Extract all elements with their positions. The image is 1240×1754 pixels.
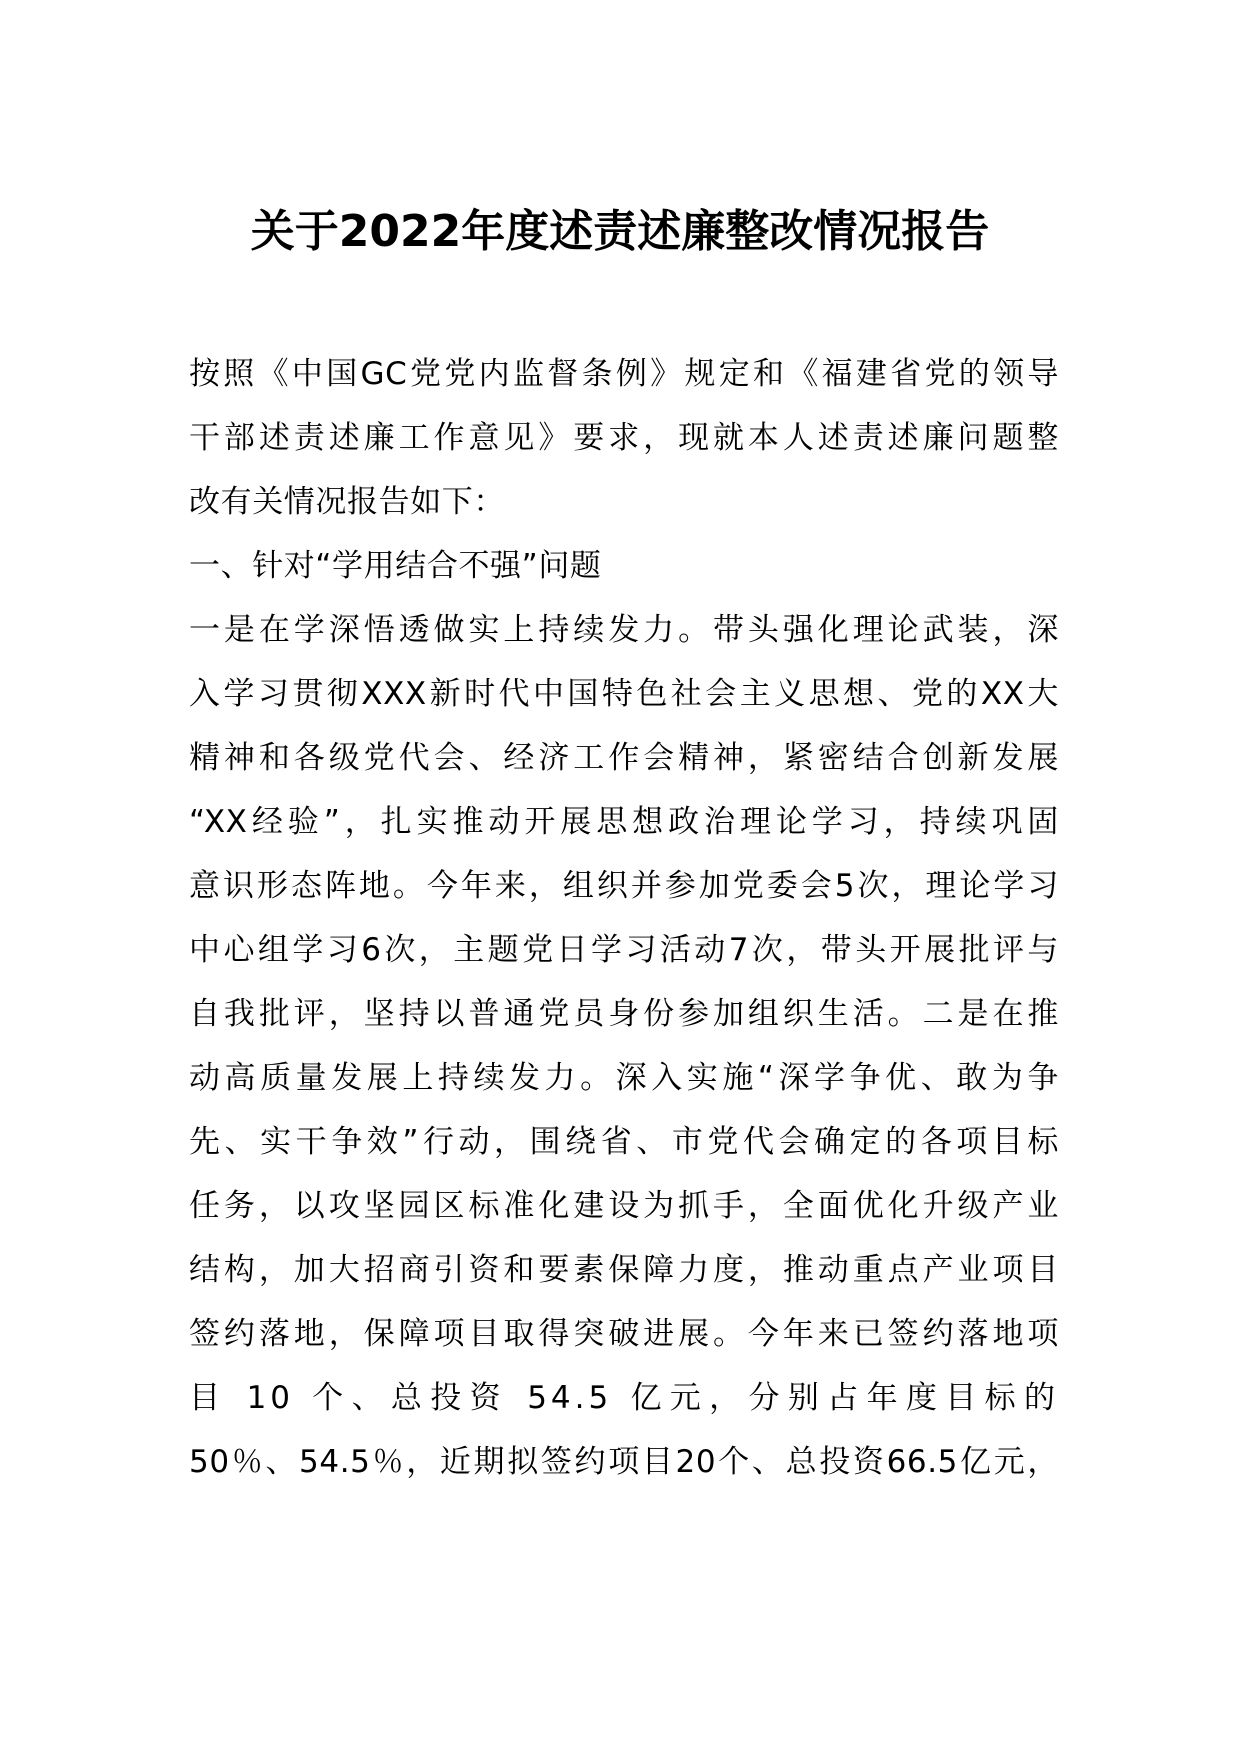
body-line: 精神和各级党代会、经济工作会精神，紧密结合创新发展: [189, 740, 1059, 776]
body-line: 目 10 个、总投资 54.5 亿元，分别占年度目标的: [189, 1380, 1059, 1416]
body-line: 50％、54.5％，近期拟签约项目20个、总投资66.5亿元，: [189, 1444, 1059, 1480]
body-line: 中心组学习6次，主题党日学习活动7次，带头开展批评与: [189, 932, 1059, 968]
body-line: 按照《中国GC党党内监督条例》规定和《福建省党的领导: [189, 356, 1059, 392]
body-line: 干部述责述廉工作意见》要求，现就本人述责述廉问题整: [189, 420, 1059, 456]
body-line: 先、实干争效”行动，围绕省、市党代会确定的各项目标: [189, 1124, 1059, 1160]
section-heading: 一、针对“学用结合不强”问题: [189, 548, 602, 584]
body-line: “XX经验”，扎实推动开展思想政治理论学习，持续巩固: [189, 804, 1059, 840]
body-line: 任务，以攻坚园区标准化建设为抓手，全面优化升级产业: [189, 1188, 1059, 1224]
body-line: 改有关情况报告如下：: [189, 484, 505, 520]
body-line: 自我批评，坚持以普通党员身份参加组织生活。二是在推: [189, 996, 1059, 1032]
body-line: 入学习贯彻XXX新时代中国特色社会主义思想、党的XX大: [189, 676, 1059, 712]
body-line: 结构，加大招商引资和要素保障力度，推动重点产业项目: [189, 1252, 1059, 1288]
body-line: 意识形态阵地。今年来，组织并参加党委会5次，理论学习: [189, 868, 1059, 904]
document-title: 关于2022年度述责述廉整改情况报告: [250, 206, 990, 257]
body-line: 签约落地，保障项目取得突破进展。今年来已签约落地项: [189, 1316, 1059, 1352]
body-line: 动高质量发展上持续发力。深入实施“深学争优、敢为争: [189, 1060, 1059, 1096]
body-line: 一是在学深悟透做实上持续发力。带头强化理论武装，深: [189, 612, 1059, 648]
